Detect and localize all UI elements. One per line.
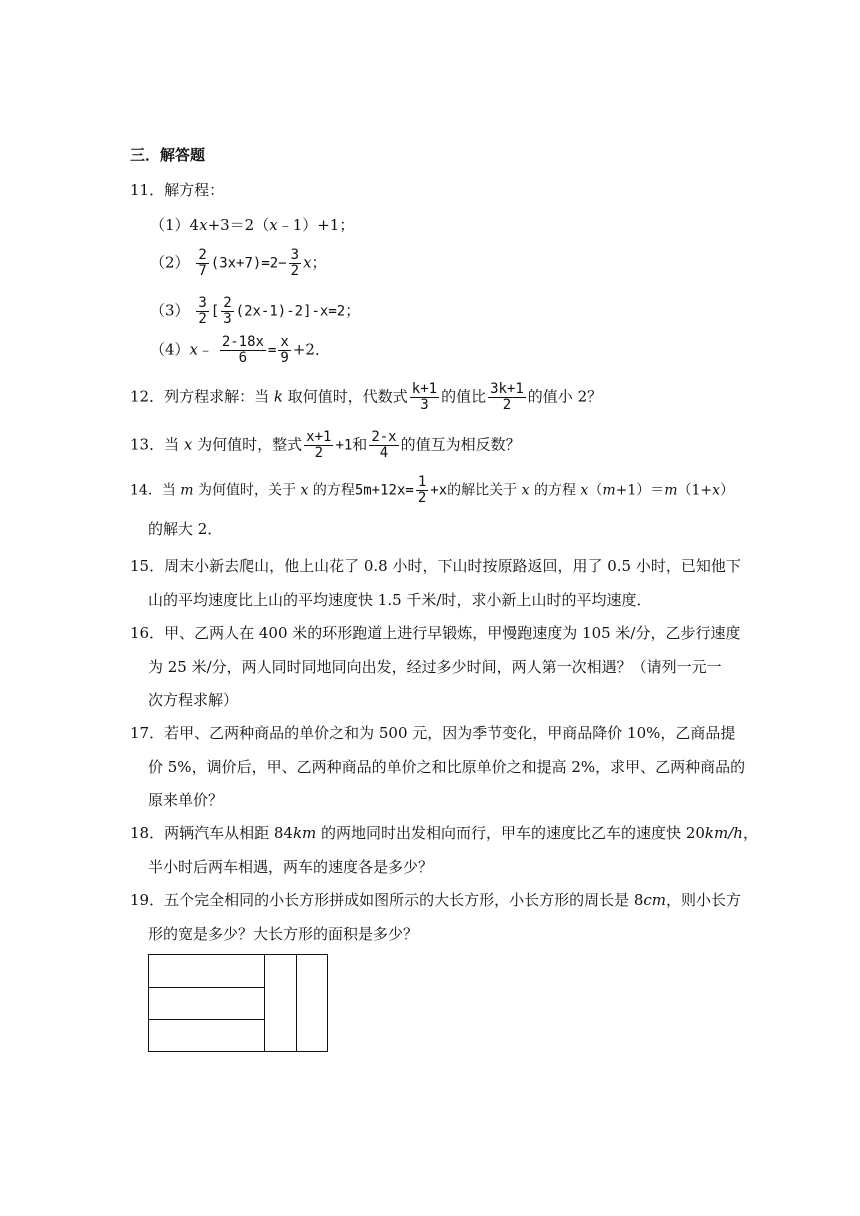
fraction: $\frac{x}{9}$	[280, 334, 289, 366]
question-15-line-2: 山的平均速度比上山的平均速度快 1.5 千米/时，求小新上山时的平均速度．	[148, 591, 652, 609]
fraction: $\frac{3}{2}$	[290, 247, 300, 279]
small-rectangle	[296, 954, 328, 1052]
question-11-stem: 11．解方程：	[130, 181, 225, 199]
question-11-part-4: （4）x﹣ $\frac{2-18x}{6}$ = $\frac{x}{9}$ +2．	[150, 334, 330, 366]
fraction: $\frac{3}{2}$	[198, 295, 207, 327]
question-18-line-2: 半小时后两车相遇，两车的速度各是多少？	[148, 858, 434, 876]
fraction: $\frac{x+1}{2}$	[306, 429, 332, 461]
question-11-part-3: （3） $\frac{3}{2}$ [ $\frac{2}{3}$ (2x-1)-2]-x=2；	[150, 295, 361, 327]
small-rectangle	[148, 987, 265, 1020]
question-11-part-2: （2） $\frac{2}{7}$ (3x+7)=2− $\frac{3}{2}$ x；	[150, 247, 327, 279]
fraction: $\frac{1}{2}$	[417, 474, 427, 506]
fraction: $\frac{3k+1}{2}$	[490, 381, 524, 413]
question-16-line-2: 为 25 米/分，两人同时同地同向出发，经过多少时间，两人第一次相遇？（请列一元一	[148, 658, 722, 676]
question-11-part-1: （1）4x+3＝2（x﹣1）+1；	[150, 216, 355, 234]
question-15-line-1: 15．周末小新去爬山，他上山花了 0.8 小时，下山时按原路返回，用了 0.5 小时，已知他下	[130, 557, 741, 575]
small-rectangle	[148, 954, 265, 988]
fraction: $\frac{2}{7}$	[198, 247, 207, 279]
question-14-line-1: 14．当 m 为何值时，关于 x 的方程5m+12x= $\frac{1}{2}$ +x的解比关于 x 的方程 x（m+1）＝m（1+x）	[130, 474, 735, 506]
question-17-line-2: 价 5%，调价后，甲、乙两种商品的单价之和比原单价之和提高 2%，求甲、乙两种商品的	[148, 758, 746, 776]
question-19-line-1: 19．五个完全相同的小长方形拼成如图所示的大长方形，小长方形的周长是 8cm，则小长方	[130, 891, 742, 909]
question-17-line-3: 原来单价？	[148, 791, 224, 809]
question-13: 13．当 x 为何值时，整式 $\frac{x+1}{2}$ +1和 $\frac{2-x}{4}$ 的值互为相反数？	[130, 429, 521, 461]
rectangle-figure	[148, 954, 328, 1052]
fraction: $\frac{2-x}{4}$	[371, 429, 397, 461]
fraction: $\frac{k+1}{3}$	[411, 381, 438, 413]
question-19-line-2: 形的宽是多少？大长方形的面积是多少？	[148, 925, 419, 943]
question-12: 12．列方程求解：当 k 取何值时，代数式 $\frac{k+1}{3}$ 的值比 $\frac{3k+1}{2}$ 的值小 2？	[130, 381, 603, 413]
question-14-line-2: 的解大 2．	[148, 520, 223, 538]
small-rectangle	[264, 954, 297, 1052]
question-16-line-1: 16．甲、乙两人在 400 米的环形跑道上进行早锻炼，甲慢跑速度为 105 米/分，乙步行速度	[130, 624, 741, 642]
fraction: $\frac{2}{3}$	[223, 295, 232, 327]
section-title: 三．解答题	[130, 146, 206, 164]
fraction: $\frac{2-18x}{6}$	[221, 334, 264, 366]
question-17-line-1: 17．若甲、乙两种商品的单价之和为 500 元，因为季节变化，甲商品降价 10%，乙商品提	[130, 724, 736, 742]
question-16-line-3: 次方程求解）	[148, 691, 239, 709]
question-18-line-1: 18．两辆汽车从相距 84km 的两地同时出发相向而行，甲车的速度比乙车的速度快 20km/h，	[130, 824, 758, 842]
small-rectangle	[148, 1019, 265, 1052]
